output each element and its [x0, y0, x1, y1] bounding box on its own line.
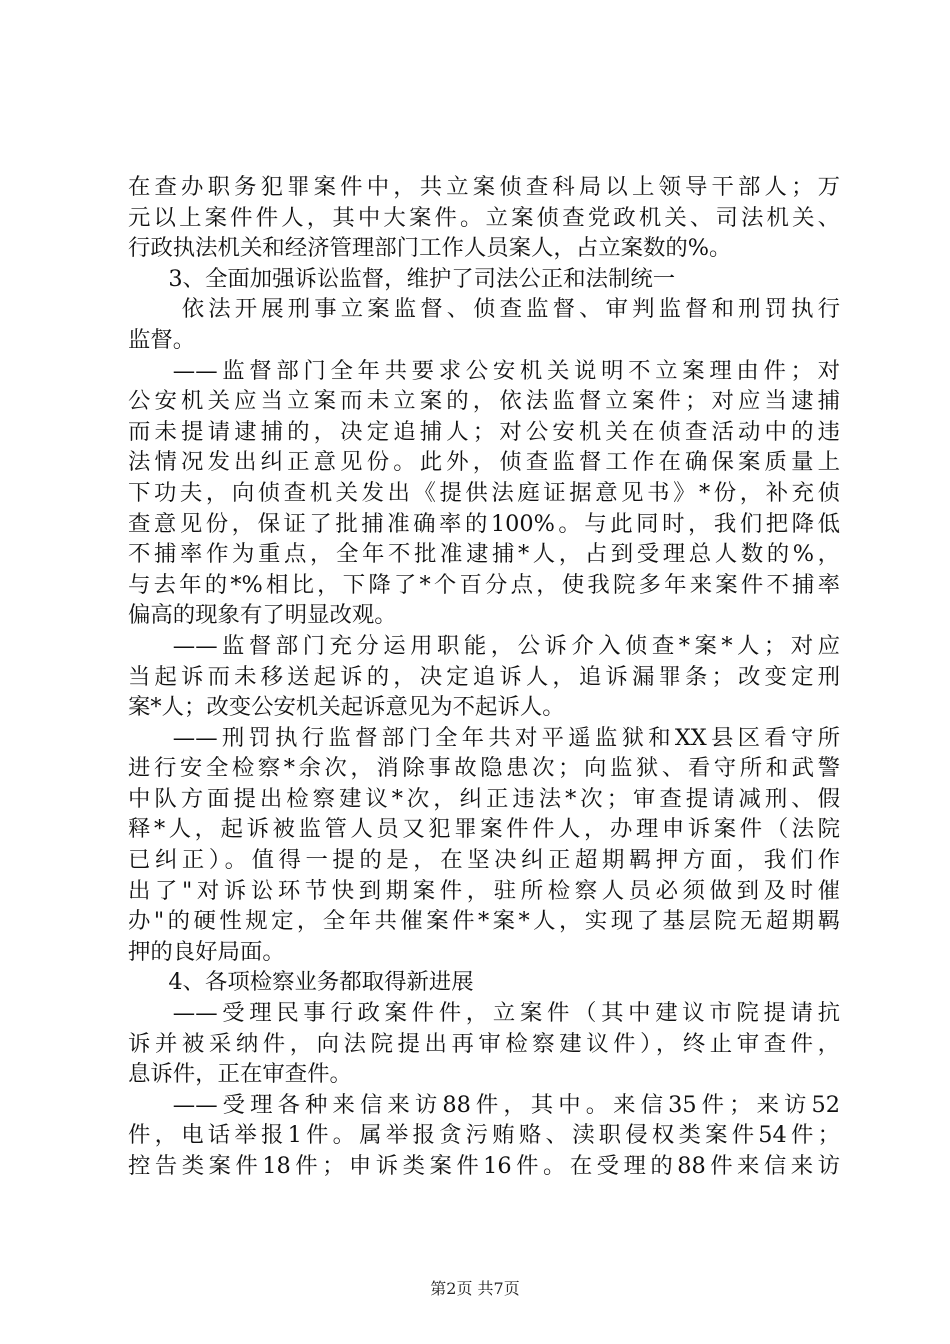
document-line: 而未提请逮捕的，决定追捕人；对公安机关在侦查活动中的违 [128, 418, 840, 445]
page-footer: 第2页 共7页 [430, 1279, 520, 1298]
document-line: 4、各项检察业务都取得新进展 [168, 969, 474, 996]
document-body [128, 172, 840, 1182]
document-line: 在查办职务犯罪案件中，共立案侦查科局以上领导干部人；万 [128, 174, 840, 200]
document-line: 控告类案件18件；申诉类案件16件。在受理的88件来信来访 [128, 1153, 840, 1179]
document-line: 不捕率作为重点，全年不批准逮捕*人，占到受理总人数的%， [128, 541, 840, 568]
document-line: 释*人，起诉被监管人员又犯罪案件件人，办理申诉案件（法院 [128, 816, 840, 843]
document-line: ——监督部门充分运用职能，公诉介入侦查*案*人；对应 [172, 632, 840, 659]
document-line: ——受理各种来信来访88件，其中。来信35件；来访52 [172, 1091, 840, 1118]
document-line: 下功夫，向侦查机关发出《提供法庭证据意见书》*份，补充侦 [128, 479, 840, 506]
document-line: 查意见份，保证了批捕准确率的100%。与此同时，我们把降低 [128, 510, 840, 537]
document-line: 出了"对诉讼环节快到期案件，驻所检察人员必须做到及时催 [128, 877, 840, 904]
document-line: 行政执法机关和经济管理部门工作人员案人，占立案数的%。 [128, 235, 732, 262]
document-line: 办"的硬性规定，全年共催案件*案*人，实现了基层院无超期羁 [128, 908, 840, 935]
document-line: 中队方面提出检察建议*次，纠正违法*次；审查提请减刑、假 [128, 785, 840, 812]
document-line: 偏高的现象有了明显改观。 [128, 602, 397, 629]
document-line: 3、全面加强诉讼监督，维护了司法公正和法制统一 [168, 265, 676, 292]
document-line: 进行安全检察*余次，消除事故隐患次；向监狱、看守所和武警 [128, 755, 840, 782]
document-line: 息诉件，正在审查件。 [128, 1061, 352, 1088]
document-line: 元以上案件件人，其中大案件。立案侦查党政机关、司法机关、 [128, 204, 840, 231]
document-line: 依法开展刑事立案监督、侦查监督、审判监督和刑罚执行 [181, 296, 840, 323]
document-line: ——受理民事行政案件件，立案件（其中建议市院提请抗 [172, 1000, 840, 1027]
document-line: 押的良好局面。 [128, 938, 285, 965]
document-line: 与去年的*%相比，下降了*个百分点，使我院多年来案件不捕率 [128, 571, 840, 598]
document-line: ——监督部门全年共要求公安机关说明不立案理由件；对 [172, 357, 840, 384]
document-line: 已纠正）。值得一提的是，在坚决纠正超期羁押方面，我们作 [128, 847, 840, 874]
document-line: 案*人；改变公安机关起诉意见为不起诉人。 [128, 694, 565, 721]
document-line: ——刑罚执行监督部门全年共对平遥监狱和XX县区看守所 [172, 724, 840, 751]
document-line: 诉并被采纳件，向法院提出再审检察建议件），终止审查件， [128, 1030, 840, 1057]
document-line: 当起诉而未移送起诉的，决定追诉人，追诉漏罪条；改变定刑 [128, 663, 840, 690]
document-line: 公安机关应当立案而未立案的，依法监督立案件；对应当逮捕 [128, 388, 840, 415]
document-line: 法情况发出纠正意见份。此外，侦查监督工作在确保案质量上 [128, 449, 840, 476]
document-line: 监督。 [128, 326, 196, 353]
document-line: 件，电话举报1件。属举报贪污贿赂、渎职侵权类案件54件； [128, 1122, 840, 1149]
